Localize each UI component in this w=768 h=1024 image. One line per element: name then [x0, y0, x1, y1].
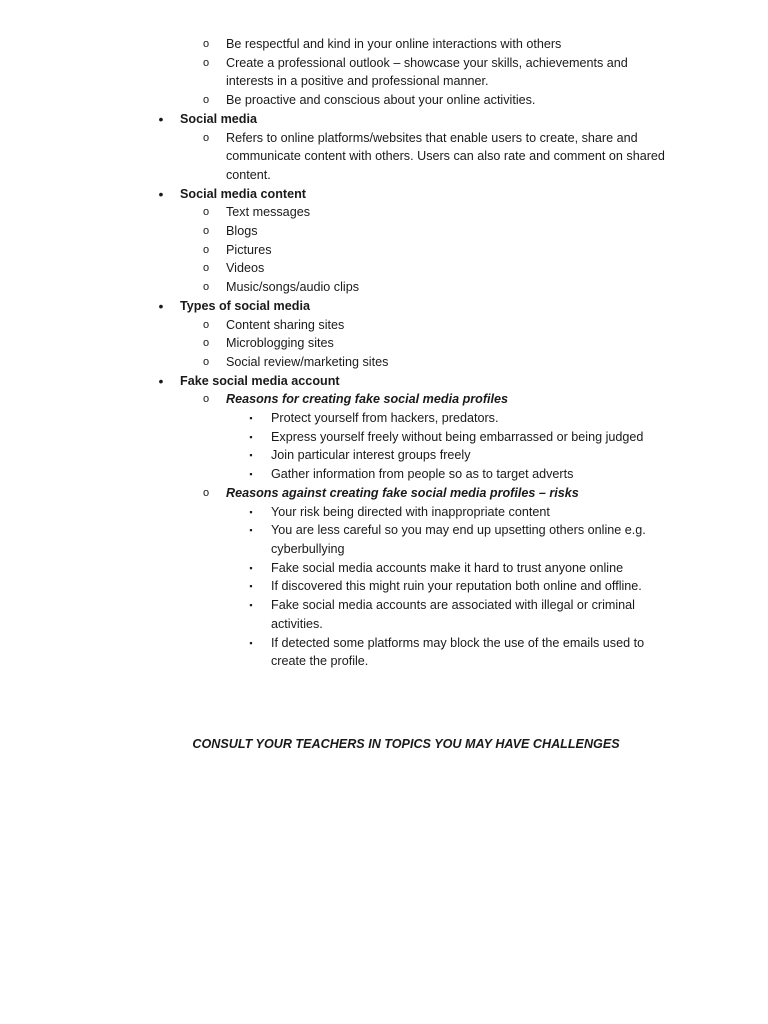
item-text: Gather information from people so as to target adverts — [271, 467, 574, 482]
item-text: Protect yourself from hackers, predators. — [271, 411, 499, 426]
circle-bullet-icon: o — [202, 243, 210, 256]
circle-bullet-icon: o — [202, 281, 210, 294]
circle-bullet-icon: o — [202, 225, 210, 238]
item-text: If discovered this might ruin your reputation both online and offline. — [271, 579, 642, 594]
list-item — [0, 334, 768, 353]
footer-note: CONSULT YOUR TEACHERS IN TOPICS YOU MAY HAVE CHALLENGES — [192, 737, 620, 751]
sub-list-item — [0, 446, 768, 465]
item-text: Social review/marketing sites — [226, 354, 389, 369]
square-bullet-icon: ▪ — [249, 413, 253, 424]
square-bullet-icon: ▪ — [249, 562, 253, 573]
item-text: Social media content — [180, 186, 306, 201]
item-text: Pictures — [226, 242, 272, 257]
sub-list-item — [0, 409, 768, 428]
section-heading — [0, 110, 768, 129]
square-bullet-icon: ▪ — [249, 431, 253, 442]
section-heading — [0, 372, 768, 391]
circle-bullet-icon: o — [202, 337, 210, 350]
list-item — [0, 316, 768, 335]
list-item — [0, 278, 768, 297]
square-bullet-icon: ▪ — [249, 469, 253, 480]
bullet-icon: • — [158, 297, 164, 314]
sub-list-item — [0, 577, 768, 596]
circle-bullet-icon: o — [202, 393, 210, 406]
list-item — [0, 222, 768, 241]
item-text: Your risk being directed with inappropriate content — [271, 504, 550, 519]
section-heading — [0, 297, 768, 316]
list-item — [0, 35, 768, 54]
sub-list-item — [0, 521, 768, 558]
sub-list-item — [0, 634, 768, 671]
circle-bullet-icon: o — [202, 94, 210, 107]
circle-bullet-icon: o — [202, 206, 210, 219]
list-item — [0, 91, 768, 110]
sub-list-item — [0, 596, 768, 633]
item-text: Refers to online platforms/websites that enable users to create, share and communicate content with others. Users can also rate and comment on shared content. — [226, 130, 665, 182]
square-bullet-icon: ▪ — [249, 581, 253, 592]
circle-bullet-icon: o — [202, 318, 210, 331]
item-text: Music/songs/audio clips — [226, 280, 359, 295]
bullet-icon: • — [158, 185, 164, 202]
sub-list-item — [0, 428, 768, 447]
outline-list — [0, 35, 768, 671]
item-text: Types of social media — [180, 298, 310, 313]
bullet-icon: • — [158, 372, 164, 389]
square-bullet-icon: ▪ — [249, 637, 253, 648]
sub-list-item — [0, 559, 768, 578]
list-item — [0, 203, 768, 222]
item-text: Content sharing sites — [226, 317, 345, 332]
item-text: You are less careful so you may end up upsetting others online e.g. cyberbullying — [271, 523, 646, 556]
item-text: Reasons against creating fake social media profiles – risks — [226, 485, 579, 500]
list-item — [0, 241, 768, 260]
square-bullet-icon: ▪ — [249, 600, 253, 611]
circle-bullet-icon: o — [202, 262, 210, 275]
list-item — [0, 129, 768, 185]
item-text: Videos — [226, 261, 265, 276]
item-text: Create a professional outlook – showcase your skills, achievements and interests in a positive and professional manner. — [226, 55, 628, 89]
circle-bullet-icon: o — [202, 56, 210, 69]
item-text: If detected some platforms may block the use of the emails used to create the profile. — [271, 635, 645, 669]
circle-bullet-icon: o — [202, 38, 210, 50]
square-bullet-icon: ▪ — [249, 525, 253, 536]
sub-list-item — [0, 465, 768, 484]
circle-bullet-icon: o — [202, 131, 210, 144]
item-text: Microblogging sites — [226, 336, 334, 351]
list-item — [0, 390, 768, 409]
item-text: Be proactive and conscious about your online activities. — [226, 93, 536, 108]
circle-bullet-icon: o — [202, 355, 210, 368]
item-text: Join particular interest groups freely — [271, 448, 471, 463]
item-text: Express yourself freely without being embarrassed or being judged — [271, 429, 644, 444]
list-item — [0, 54, 768, 91]
circle-bullet-icon: o — [202, 486, 210, 499]
sub-list-item — [0, 503, 768, 522]
item-text: Fake social media accounts are associated with illegal or criminal activities. — [271, 598, 635, 631]
square-bullet-icon: ▪ — [249, 450, 253, 461]
list-item — [0, 259, 768, 278]
square-bullet-icon: ▪ — [249, 506, 253, 517]
item-text: Blogs — [226, 224, 258, 239]
item-text: Social media — [180, 111, 257, 126]
item-text: Text messages — [226, 205, 310, 220]
section-heading — [0, 185, 768, 204]
list-item — [0, 353, 768, 372]
list-item — [0, 484, 768, 503]
bullet-icon: • — [158, 110, 164, 127]
item-text: Be respectful and kind in your online interactions with others — [226, 37, 562, 51]
item-text: Reasons for creating fake social media profiles — [226, 392, 509, 407]
item-text: Fake social media accounts make it hard to trust anyone online — [271, 560, 624, 575]
item-text: Fake social media account — [180, 373, 340, 388]
